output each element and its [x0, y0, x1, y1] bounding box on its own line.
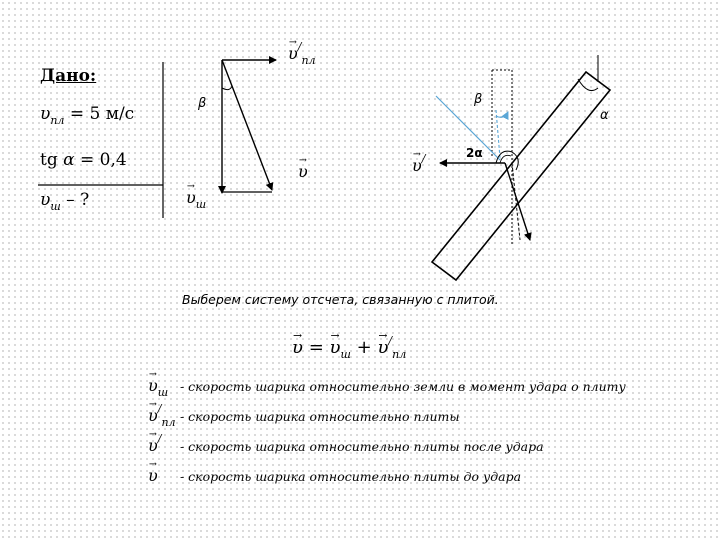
ball-velocity-subscript: ш	[195, 198, 207, 211]
frame-caption: Выберем систему отсчета, связанную с плитой.	[182, 292, 499, 307]
given-tangent	[40, 150, 127, 170]
unknown-subscript: ш	[50, 200, 61, 213]
plate-speed-value: = 5	[69, 104, 101, 124]
label-ball-velocity	[186, 188, 206, 211]
label-reflected-velocity	[412, 152, 425, 175]
middle-velocity-symbol: → υ	[298, 162, 308, 181]
plate-speed-unit: м/с	[105, 104, 135, 124]
formula-term2-prime: /	[388, 334, 393, 347]
legend-text: - скорость шарика относительно земли в момент удара о плиту	[176, 379, 626, 394]
label-beta-right: β	[474, 92, 483, 107]
label-two-alpha: 2α	[466, 146, 483, 160]
legend-symbol: → υ	[148, 466, 158, 485]
given-plate-speed	[40, 104, 134, 127]
legend-sup: /	[157, 432, 162, 445]
plate-velocity-subscript: пл	[301, 54, 316, 67]
reflected-velocity-symbol: → υ	[412, 156, 422, 175]
legend-row	[148, 432, 544, 459]
formula-plus: +	[356, 337, 372, 358]
formula-equals: =	[308, 337, 324, 358]
unknown-suffix: – ?	[66, 190, 90, 210]
tg-alpha: α	[63, 150, 75, 170]
vector-relative-velocity	[222, 60, 272, 190]
legend-row	[148, 402, 460, 429]
two-alpha-arc-inner	[500, 155, 511, 163]
label-alpha: α	[600, 108, 609, 123]
relative-velocity-down	[505, 163, 530, 240]
reflected-velocity-prime: /	[421, 152, 426, 165]
label-middle-velocity	[298, 162, 308, 181]
legend-sub: пл	[161, 416, 176, 429]
legend-row	[148, 462, 521, 489]
velocity-formula	[292, 334, 406, 361]
formula-lhs: → υ	[292, 337, 303, 358]
label-beta-left: β	[198, 96, 207, 111]
formula-term1: → υ	[330, 337, 341, 358]
legend-text: - скорость шарика относительно плиты до удара	[176, 469, 522, 484]
plate-velocity-symbol: → υ	[288, 44, 298, 63]
alpha-angle-arc	[578, 79, 598, 91]
plate-speed-symbol: υ	[40, 104, 51, 124]
tg-value: = 0,4	[80, 150, 127, 170]
beta-arc-blue	[496, 112, 508, 117]
legend-symbol: → υ	[148, 376, 158, 395]
legend-symbol: → υ	[148, 406, 158, 425]
legend-text: - скорость шарика относительно плиты	[176, 409, 460, 424]
legend-sub: ш	[157, 386, 169, 399]
legend-text: - скорость шарика относительно плиты после удара	[176, 439, 544, 454]
given-title: Дано:	[40, 66, 97, 86]
legend-symbol: → υ	[148, 436, 158, 455]
formula-term2-subscript: пл	[392, 348, 407, 361]
plate-speed-subscript: пл	[50, 114, 65, 127]
beta-angle-arc	[222, 86, 232, 90]
legend-sup: /	[157, 402, 162, 415]
label-plate-velocity	[288, 40, 316, 67]
ball-velocity-symbol: → υ	[186, 188, 196, 207]
plate-velocity-prime: /	[297, 40, 302, 53]
tg-prefix: tg	[40, 150, 58, 170]
inclined-plate	[432, 72, 610, 280]
legend-row	[148, 372, 626, 399]
formula-term2: → υ	[377, 337, 388, 358]
given-unknown	[40, 190, 89, 213]
formula-term1-subscript: ш	[340, 348, 351, 361]
unknown-symbol: υ	[40, 190, 51, 210]
